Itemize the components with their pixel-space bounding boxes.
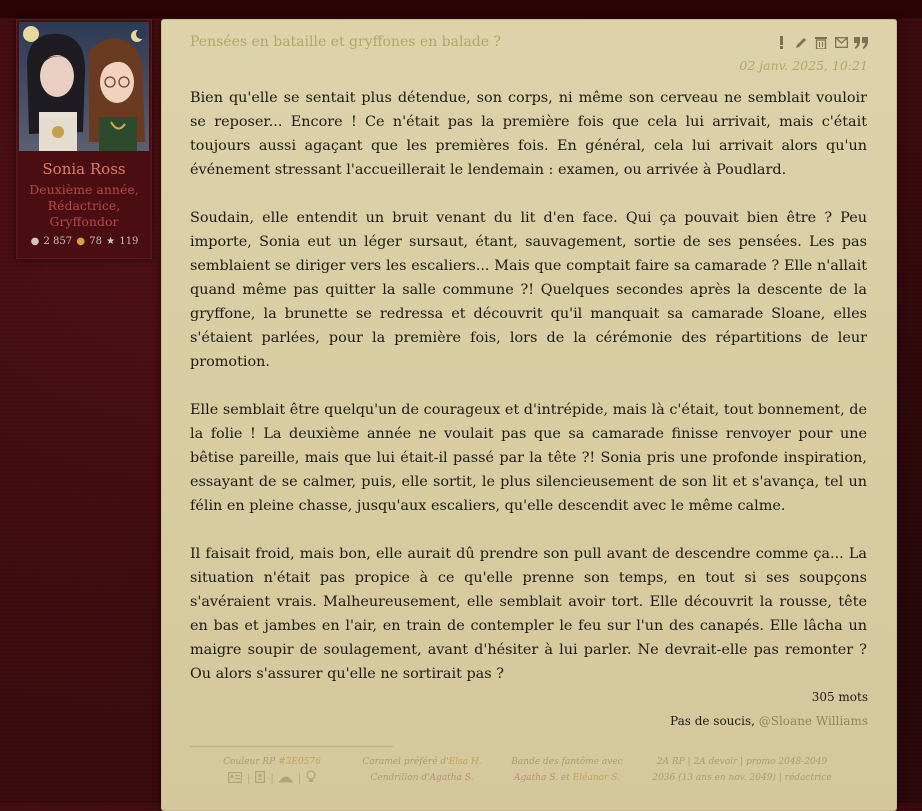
- separator: |: [297, 772, 302, 784]
- and-text: et: [558, 773, 573, 783]
- mention-link[interactable]: @Sloane Williams: [758, 714, 868, 728]
- coin-count: 78: [89, 236, 102, 247]
- message-icon: ●: [30, 236, 40, 247]
- post-panel: [161, 19, 897, 811]
- signoff: [670, 714, 868, 728]
- edit-icon[interactable]: [794, 36, 808, 53]
- post-date[interactable]: 02 janv. 2025, 10:21: [739, 58, 868, 73]
- post-body: [190, 86, 867, 710]
- ghost-gang-name-2[interactable]: Eléanor S.: [572, 773, 620, 783]
- delete-icon[interactable]: [814, 36, 828, 53]
- signature-icons: [202, 770, 342, 787]
- report-icon[interactable]: [774, 36, 788, 53]
- idea-icon[interactable]: [306, 770, 316, 787]
- caramel-name[interactable]: Elsa H.: [448, 757, 482, 767]
- ghost-gang-name-1[interactable]: Agatha S.: [514, 773, 559, 783]
- signoff-text: Pas de soucis,: [670, 714, 759, 728]
- rp-color-label: Couleur RP: [223, 757, 279, 767]
- birth-info-line: 2036 (13 ans en nov. 2049) | rédactrice: [652, 773, 832, 783]
- cinderella-label: Cendrillon d': [370, 773, 430, 783]
- signature-divider: [190, 746, 393, 747]
- separator: |: [246, 772, 251, 784]
- post-paragraph: Il faisait froid, mais bon, elle aurait dû prendre son pull avant de descendre comme ça... La situation n'était pas propice à ce qu'elle prenne son temps, en tout si ses soupçons s'avéraient vrais. Malheureusement, elle semblait avoir tort. Elle découvrit la rousse, tête en bas et jambes en l'air, en train de contempler le feu sur l'un des canapés. Elle lâcha un maigre soupir de soulagement, avant d'hésiter à lui parler. Ne devrait-elle pas remonter ? Ou alors s'assurer qu'elle ne sortirait pas ?: [190, 546, 867, 682]
- separator: |: [270, 772, 274, 784]
- author-avatar[interactable]: [19, 22, 149, 151]
- signature-col-4: [642, 754, 842, 786]
- star-count: 119: [119, 236, 139, 247]
- post-title[interactable]: Pensées en bataille et gryffones en balade ?: [190, 34, 502, 50]
- hat-icon[interactable]: [279, 771, 293, 787]
- rank-line: Deuxième année,: [29, 182, 139, 197]
- rp-color-value: #3E0576: [278, 757, 321, 767]
- post-actions: [774, 36, 868, 53]
- email-icon[interactable]: [834, 37, 848, 52]
- ghost-gang-label: Bande des fantôme avec: [511, 757, 623, 767]
- post-paragraph: Bien qu'elle se sentait plus détendue, son corps, ni même son cerveau ne semblait vouloir se reposer... Encore ! Ce n'était pas la première fois que cela lui arrivait, mais c'était toujours aussi agaçant que les premières fois. En général, cela lui arrivait alors qu'un événement stressant l'accueillerait le lendemain : examen, ou arrivée à Poudlard.: [190, 90, 867, 178]
- star-icon: ★: [106, 236, 116, 247]
- quote-icon[interactable]: [854, 37, 868, 53]
- profile-icon[interactable]: [255, 771, 265, 787]
- top-strip: [0, 0, 922, 18]
- message-count: 2 857: [43, 236, 73, 247]
- cinderella-name[interactable]: Agatha S.: [429, 773, 474, 783]
- caramel-label: Caramel préféré d': [362, 757, 449, 767]
- author-panel: [16, 19, 152, 259]
- rank-line: Gryffondor: [49, 214, 119, 229]
- author-stats: [17, 236, 151, 247]
- id-card-icon[interactable]: [228, 771, 242, 787]
- rp-info-line: 2A RP | 2A devoir | promo 2048-2049: [656, 757, 828, 767]
- signature-col-1: [202, 754, 342, 787]
- signature-col-2: [352, 754, 492, 786]
- post-paragraph: Soudain, elle entendit un bruit venant du lit d'en face. Qui ça pouvait bien être ? Peu importe, Sonia eut un léger sursaut, étant, sauvagement, sortie de ses pensées. Les pas semblaient se diriger vers les escaliers... Mais que comptait faire sa camarade ? Elle n'allait quand même pas quitter la salle commune ?! Quelques secondes après la descente de la gryffone, la brunette se redressa et découvrit qu'il manquait sa camarade Sloane, elles s'étaient parlées, pour la première fois, lors de la cérémonie des répartitions de leur promotion.: [190, 210, 867, 370]
- post-paragraph: Elle semblait être quelqu'un de courageux et d'intrépide, mais là c'était, tout bonnement, de la folie ! La deuxième année ne voulait pas que sa camarade finisse renvoyer pour une bêtise pareille, mais que lui était-il passé par la tête ?! Sonia pris une profonde inspiration, essayant de se calmer, puis, elle sortit, le plus silencieusement de son lit et s'avança, tel un félin en pleine chasse, jusqu'aux escaliers, qu'elle descendit avec le même calme.: [190, 402, 867, 514]
- author-rank: [17, 182, 151, 230]
- author-name[interactable]: Sonia Ross: [42, 160, 126, 178]
- rank-line: Rédactrice,: [47, 198, 121, 213]
- word-count: 305 mots: [811, 690, 868, 704]
- signature-col-3: [497, 754, 637, 786]
- coin-icon: ●: [76, 236, 86, 247]
